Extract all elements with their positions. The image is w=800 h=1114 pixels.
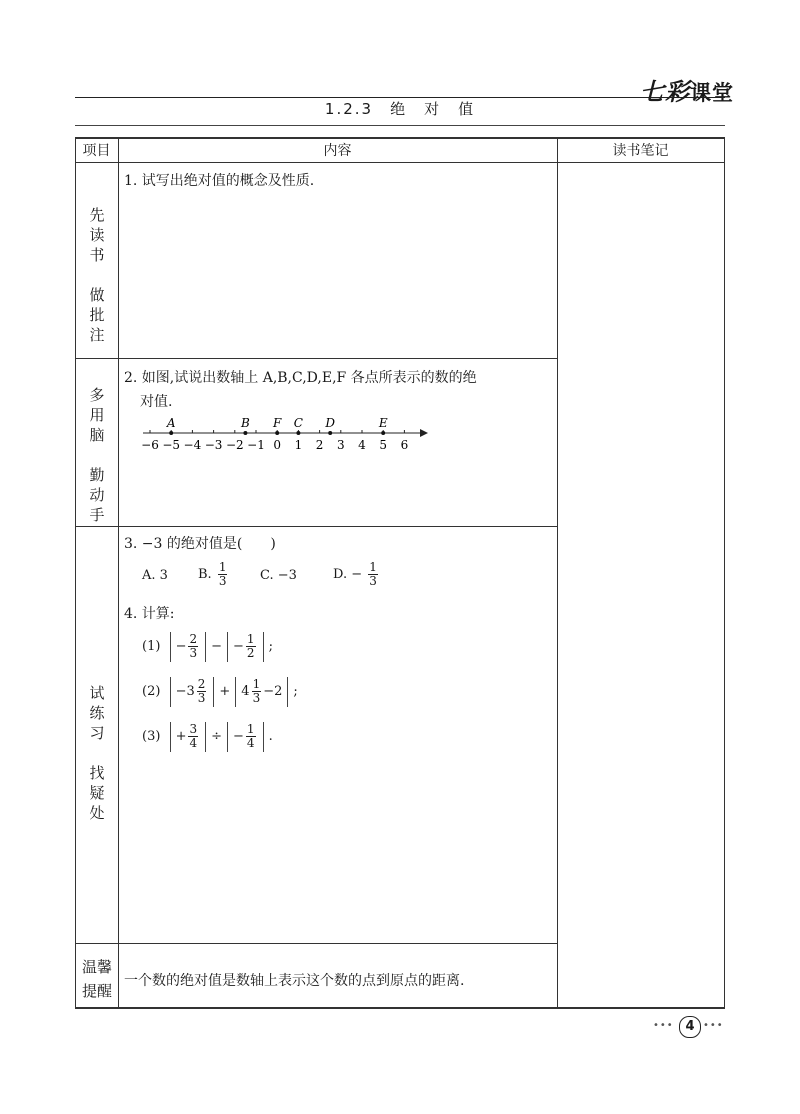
expression-number: (3) bbox=[142, 729, 161, 744]
side-char: 读 bbox=[89, 226, 105, 244]
side-char: 书 bbox=[89, 246, 105, 264]
operator: + bbox=[219, 684, 231, 699]
abs-bar bbox=[170, 632, 171, 662]
expression-3 bbox=[142, 720, 273, 754]
denominator: 4 bbox=[246, 736, 255, 750]
option-d bbox=[333, 561, 380, 588]
number-line-point-label: F bbox=[273, 416, 282, 430]
number-line-point-label: A bbox=[166, 416, 176, 430]
table-col-rule-1 bbox=[118, 137, 119, 1008]
side-char: 找 bbox=[89, 764, 105, 782]
denominator: 3 bbox=[252, 691, 261, 705]
expression-number: (2) bbox=[142, 684, 161, 699]
tail-term: −2 bbox=[263, 684, 283, 699]
side-label-practice bbox=[78, 683, 116, 823]
question-1: 1. 试写出绝对值的概念及性质. bbox=[124, 173, 315, 189]
number-line-point-label: E bbox=[378, 416, 388, 430]
punctuation: . bbox=[268, 729, 273, 744]
table-top-border bbox=[75, 137, 725, 139]
punctuation: ; bbox=[293, 684, 298, 699]
table-header-rule bbox=[75, 162, 725, 163]
table-col-rule-2 bbox=[557, 137, 558, 1008]
number-line-point-label: B bbox=[240, 416, 250, 430]
number-line-tick-label: −3 bbox=[204, 438, 223, 452]
number-line-point-d bbox=[328, 431, 332, 435]
number-line-tick-label: −4 bbox=[183, 438, 202, 452]
fraction bbox=[246, 633, 256, 660]
numerator: 1 bbox=[246, 632, 255, 646]
question-4: 4. 计算: bbox=[124, 606, 175, 622]
abs-bar bbox=[227, 632, 228, 662]
fraction bbox=[246, 723, 256, 750]
page-title: 1.2.3 绝 对 值 bbox=[324, 100, 476, 118]
operator: ÷ bbox=[211, 729, 223, 744]
number-line-tick-label: −5 bbox=[162, 438, 181, 452]
header-notes: 读书笔记 bbox=[612, 143, 669, 159]
brand-logo-part2: 课堂 bbox=[690, 81, 734, 105]
number-line-point-b bbox=[243, 431, 247, 435]
whole-part: 4 bbox=[241, 684, 250, 699]
side-char: 练 bbox=[89, 704, 105, 722]
number-line-point-e bbox=[381, 431, 385, 435]
punctuation: ; bbox=[268, 639, 273, 654]
dots-right: ••• bbox=[703, 1020, 724, 1031]
side-word: 提醒 bbox=[81, 982, 112, 1000]
table-row-rule-1 bbox=[118, 358, 557, 359]
number-line bbox=[138, 414, 428, 458]
question-3: 3. −3 的绝对值是( ) bbox=[124, 536, 276, 552]
option-d-prefix: D. − bbox=[333, 567, 363, 582]
number-line-point-label: C bbox=[293, 416, 303, 430]
side-char: 做 bbox=[89, 286, 105, 304]
tip-text: 一个数的绝对值是数轴上表示这个数的点到原点的距离. bbox=[124, 973, 465, 989]
option-a: A. 3 bbox=[142, 568, 168, 583]
page-number: 4 bbox=[679, 1016, 701, 1038]
numerator: 3 bbox=[189, 722, 198, 736]
numerator: 1 bbox=[369, 560, 377, 574]
expression-1 bbox=[142, 630, 273, 664]
fraction bbox=[188, 723, 198, 750]
number-line-tick-label: 5 bbox=[379, 438, 388, 452]
table-row-rule-2 bbox=[75, 526, 557, 527]
denominator: 3 bbox=[197, 691, 206, 705]
table-row-rule-1a bbox=[75, 358, 118, 359]
numerator: 2 bbox=[189, 632, 198, 646]
number-line-tick-label: −6 bbox=[141, 438, 159, 452]
table-left-border bbox=[75, 137, 76, 1008]
abs-bar bbox=[235, 677, 236, 707]
dots-left: ••• bbox=[653, 1020, 674, 1031]
option-b-prefix: B. bbox=[198, 567, 212, 582]
side-char: 勤 bbox=[89, 466, 105, 484]
title-rule bbox=[75, 125, 725, 126]
abs-bar bbox=[213, 677, 214, 707]
side-label-think bbox=[78, 385, 116, 525]
side-char: 批 bbox=[89, 306, 105, 324]
abs-bar bbox=[205, 632, 206, 662]
denominator: 3 bbox=[218, 574, 227, 588]
abs-bar bbox=[170, 677, 171, 707]
sign: − bbox=[233, 639, 244, 654]
page-number-badge bbox=[651, 1017, 723, 1037]
question-2-line-2: 对值. bbox=[140, 394, 173, 410]
denominator: 3 bbox=[369, 574, 377, 588]
abs-bar bbox=[263, 632, 264, 662]
number-line-arrow bbox=[420, 429, 428, 437]
abs-bar bbox=[227, 722, 228, 752]
sign: + bbox=[175, 729, 187, 744]
number-line-tick-label: 3 bbox=[336, 438, 345, 452]
side-char: 试 bbox=[89, 684, 105, 702]
side-char: 脑 bbox=[89, 426, 105, 444]
number-line-point-a bbox=[169, 431, 173, 435]
denominator: 3 bbox=[189, 646, 198, 660]
numerator: 1 bbox=[252, 677, 261, 691]
option-c: C. −3 bbox=[260, 568, 297, 583]
table-right-border bbox=[724, 137, 725, 1008]
fraction bbox=[188, 633, 198, 660]
number-line-tick-label: 4 bbox=[358, 438, 366, 452]
header-content: 内容 bbox=[323, 143, 352, 159]
side-word: 温馨 bbox=[81, 958, 112, 976]
number-line-point-f bbox=[275, 431, 279, 435]
side-char: 疑 bbox=[89, 784, 105, 802]
fraction bbox=[197, 678, 207, 705]
number-line-tick-label: −1 bbox=[247, 438, 265, 452]
denominator: 4 bbox=[189, 736, 198, 750]
side-char: 手 bbox=[89, 506, 105, 524]
brand-logo-part1: 七彩 bbox=[640, 78, 690, 106]
number-line-point-c bbox=[296, 431, 300, 435]
sign: − bbox=[233, 729, 244, 744]
side-label-read bbox=[78, 205, 116, 345]
numerator: 2 bbox=[197, 677, 206, 691]
denominator: 2 bbox=[246, 646, 255, 660]
side-char: 多 bbox=[89, 386, 105, 404]
question-2-line-1: 2. 如图,试说出数轴上 A,B,C,D,E,F 各点所表示的数的绝 bbox=[124, 370, 477, 386]
header-item: 项目 bbox=[82, 143, 111, 159]
number-line-tick-label: 6 bbox=[400, 438, 409, 452]
fraction bbox=[252, 678, 262, 705]
abs-bar bbox=[287, 677, 288, 707]
side-label-tip bbox=[78, 955, 116, 1003]
side-char: 用 bbox=[89, 406, 105, 424]
abs-bar bbox=[263, 722, 264, 752]
expression-number: (1) bbox=[142, 639, 161, 654]
side-char: 注 bbox=[89, 326, 105, 344]
number-line-tick-label: 2 bbox=[315, 438, 324, 452]
option-b bbox=[198, 561, 229, 588]
side-char: 动 bbox=[89, 486, 105, 504]
sign: − bbox=[175, 639, 187, 654]
table-row-rule-3 bbox=[75, 943, 557, 944]
numerator: 1 bbox=[246, 722, 255, 736]
fraction bbox=[218, 561, 228, 588]
table-bottom-border bbox=[75, 1007, 725, 1009]
fraction bbox=[368, 561, 378, 588]
side-char: 习 bbox=[89, 724, 105, 742]
expression-2 bbox=[142, 675, 298, 709]
whole-part: −3 bbox=[175, 684, 195, 699]
number-line-tick-label: 1 bbox=[294, 438, 303, 452]
operator: − bbox=[211, 639, 223, 654]
abs-bar bbox=[170, 722, 171, 752]
numerator: 1 bbox=[218, 560, 227, 574]
side-char: 先 bbox=[89, 206, 105, 224]
number-line-point-label: D bbox=[325, 416, 336, 430]
side-char: 处 bbox=[89, 804, 105, 822]
number-line-tick-label: −2 bbox=[225, 438, 244, 452]
abs-bar bbox=[205, 722, 206, 752]
number-line-tick-label: 0 bbox=[273, 438, 282, 452]
